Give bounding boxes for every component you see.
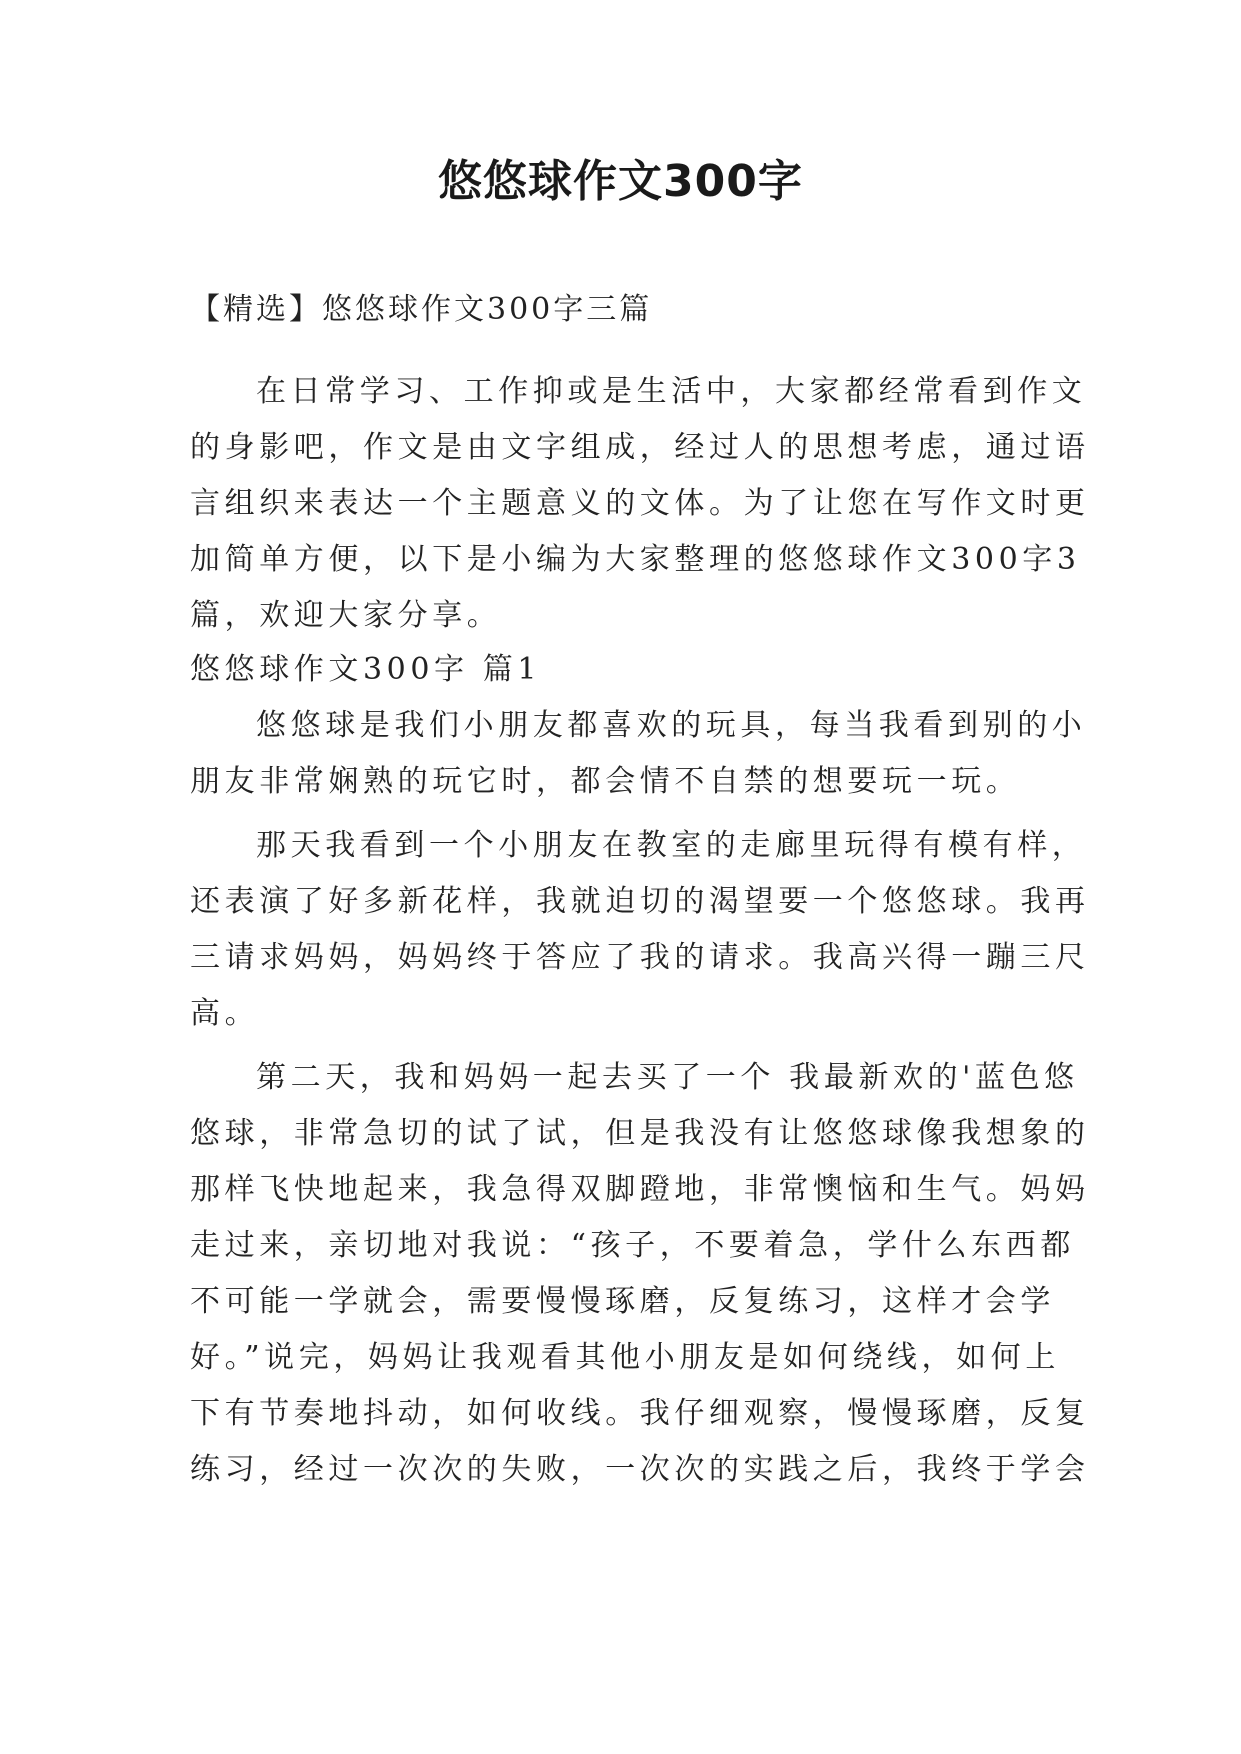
body-line: 那天我看到一个小朋友在教室的走廊里玩得有模有样， — [256, 828, 1087, 863]
body-line: 第二天，我和妈妈一起去买了一个 我最新欢的'蓝色悠 — [256, 1060, 1079, 1095]
page-title: 悠悠球作文300字 — [438, 156, 803, 207]
body-line: 高。 — [190, 996, 260, 1031]
body-line: 的身影吧，作文是由文字组成，经过人的思想考虑，通过语 — [190, 430, 1090, 465]
body-line: 悠悠球是我们小朋友都喜欢的玩具，每当我看到别的小 — [256, 708, 1087, 743]
body-line: 三请求妈妈，妈妈终于答应了我的请求。我高兴得一蹦三尺 — [190, 940, 1090, 975]
body-line: 还表演了好多新花样，我就迫切的渴望要一个悠悠球。我再 — [190, 884, 1090, 919]
body-line: 练习，经过一次次的失败，一次次的实践之后，我终于学会 — [190, 1452, 1090, 1487]
section-heading: 悠悠球作文300字 篇1 — [190, 652, 542, 687]
body-line: 那样飞快地起来，我急得双脚蹬地，非常懊恼和生气。妈妈 — [190, 1172, 1090, 1207]
body-line: 下有节奏地抖动，如何收线。我仔细观察，慢慢琢磨，反复 — [190, 1396, 1090, 1431]
body-line: 在日常学习、工作抑或是生活中，大家都经常看到作文 — [256, 374, 1087, 409]
body-line: 悠球，非常急切的试了试，但是我没有让悠悠球像我想象的 — [190, 1116, 1090, 1151]
body-line: 朋友非常娴熟的玩它时，都会情不自禁的想要玩一玩。 — [190, 764, 1021, 799]
body-line: 不可能一学就会，需要慢慢琢磨，反复练习，这样才会学 — [190, 1284, 1055, 1319]
body-line: 走过来，亲切地对我说：“孩子，不要着急，学什么东西都 — [190, 1228, 1075, 1263]
body-line: 好。”说完，妈妈让我观看其他小朋友是如何绕线，如何上 — [190, 1340, 1060, 1375]
body-line: 言组织来表达一个主题意义的文体。为了让您在写作文时更 — [190, 486, 1090, 521]
body-line: 加简单方便，以下是小编为大家整理的悠悠球作文300字3 — [190, 542, 1081, 577]
body-line: 篇，欢迎大家分享。 — [190, 598, 502, 633]
document-subtitle: 【精选】悠悠球作文300字三篇 — [190, 292, 653, 327]
